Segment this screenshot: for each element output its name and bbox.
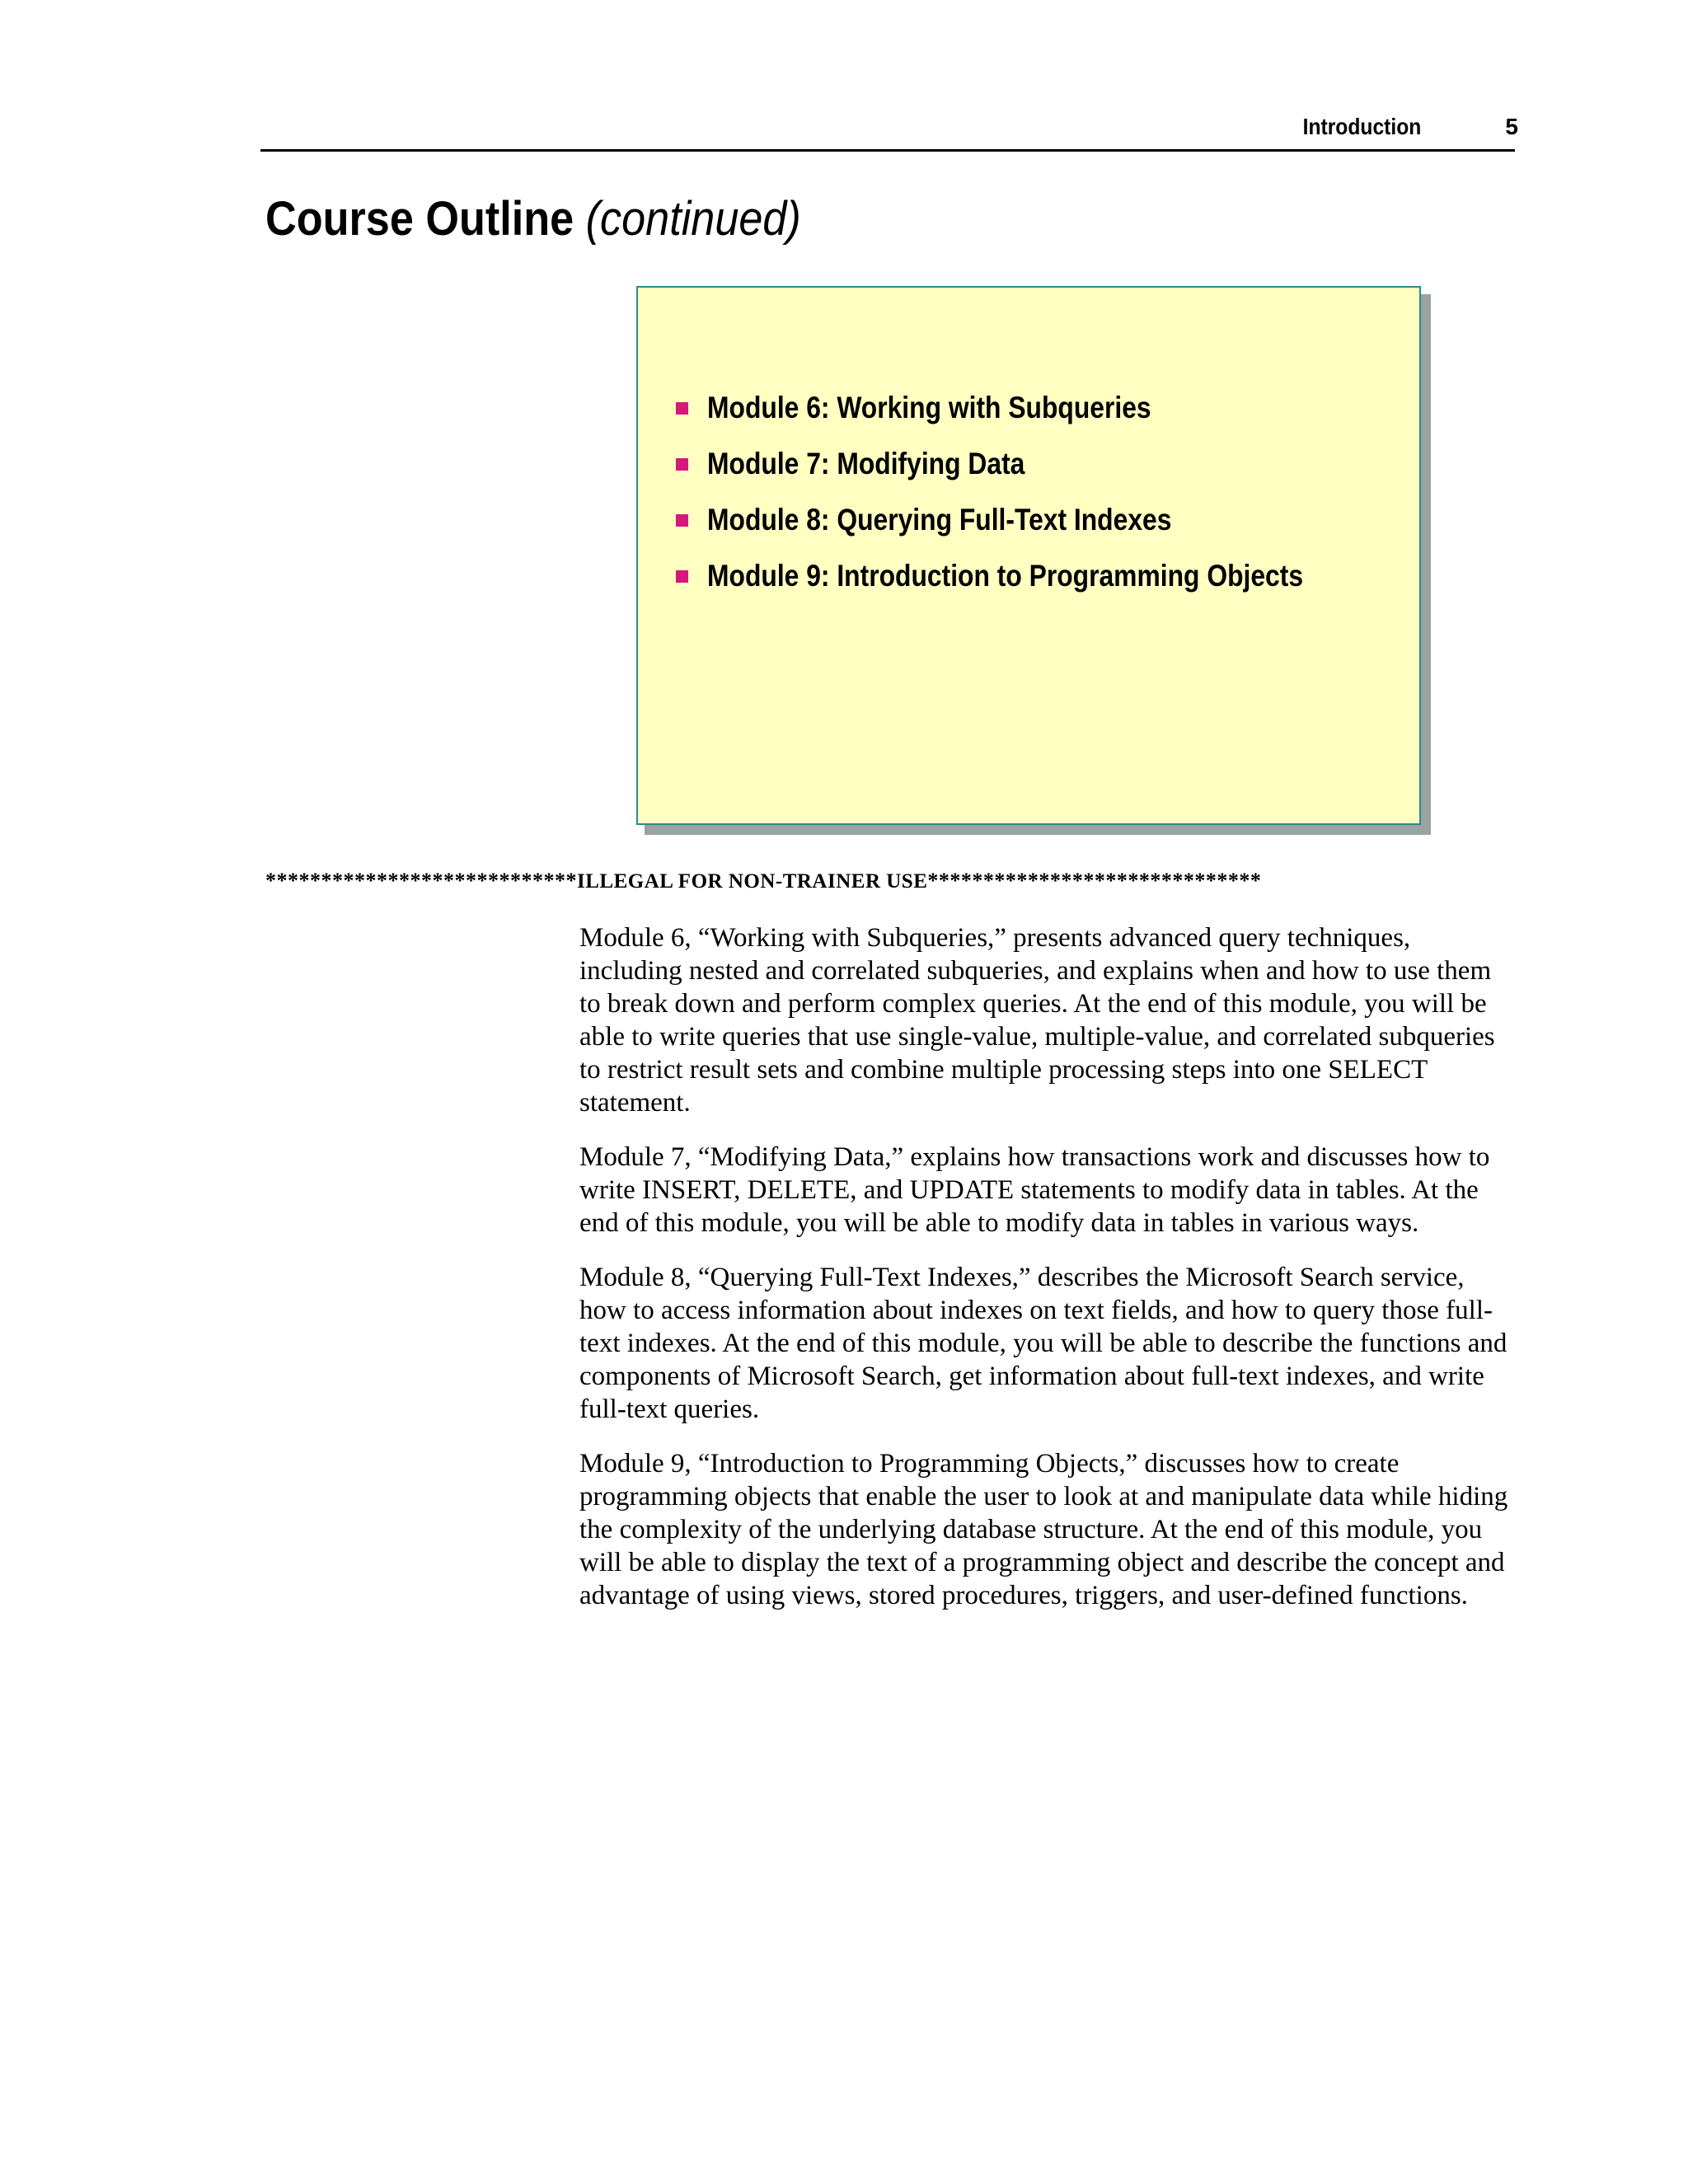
slide-bullet-text: Module 9: Introduction to Programming Objects [707, 559, 1304, 593]
banner-asterisks-left: **************************** [265, 869, 577, 893]
page-number: 5 [1505, 114, 1518, 139]
slide-panel [636, 286, 1421, 825]
banner-text: ILLEGAL FOR NON-TRAINER USE [577, 870, 928, 893]
slide-bullet-item [676, 436, 1400, 492]
module-6-description: Module 6, “Working with Subqueries,” presents advanced query techniques, including nested and correlated subqueries, and explains when and how to use them to break down and perform complex queries. At the end of this module, you will be able to write queries that use single-value, multiple-value, and correlated subqueries to restrict result sets and combine multiple processing steps into one SELECT statement. [579, 923, 1495, 1118]
square-bullet-icon [676, 570, 688, 583]
slide-bullet-list [676, 380, 1400, 604]
module-9-description: Module 9, “Introduction to Programming Objects,” discusses how to create programming objects that enable the user to look at and manipulate data while hiding the complexity of the underlying database structure. At the end of this module, you will be able to display the text of a programming object and describe the concept and advantage of using views, stored procedures, triggers, and user-defined functions. [579, 1449, 1508, 1610]
module-7-description: Module 7, “Modifying Data,” explains how transactions work and discusses how to write INSERT, DELETE, and UPDATE statements to modify data in tables. At the end of this module, you will be able to modify data in tables in various ways. [579, 1142, 1490, 1238]
banner-asterisks-right: ****************************** [927, 869, 1262, 893]
module-8-description: Module 8, “Querying Full-Text Indexes,” describes the Microsoft Search service, how to access information about indexes on text fields, and how to query those full-text indexes. At the end of this module, you will be able to describe the functions and components of Microsoft Search, get information about full-text indexes, and write full-text queries. [579, 1263, 1507, 1424]
slide-bullet-item [676, 548, 1400, 604]
module-descriptions [579, 921, 1511, 1633]
header-divider [260, 149, 1515, 152]
slide-bullet-item [676, 492, 1400, 548]
page-title [265, 191, 801, 246]
square-bullet-icon [676, 458, 688, 471]
slide-bullet-text: Module 8: Querying Full-Text Indexes [707, 503, 1172, 537]
page-title-suffix: (continued) [585, 192, 801, 246]
slide-bullet-item [676, 380, 1400, 436]
slide-bullet-text: Module 7: Modifying Data [707, 447, 1025, 480]
trainer-use-banner [265, 869, 1512, 893]
slide-bullet-text: Module 6: Working with Subqueries [707, 391, 1151, 424]
square-bullet-icon [676, 402, 688, 415]
running-header-section: Introduction [1302, 114, 1421, 139]
square-bullet-icon [676, 514, 688, 527]
page-title-main: Course Outline [265, 192, 574, 246]
